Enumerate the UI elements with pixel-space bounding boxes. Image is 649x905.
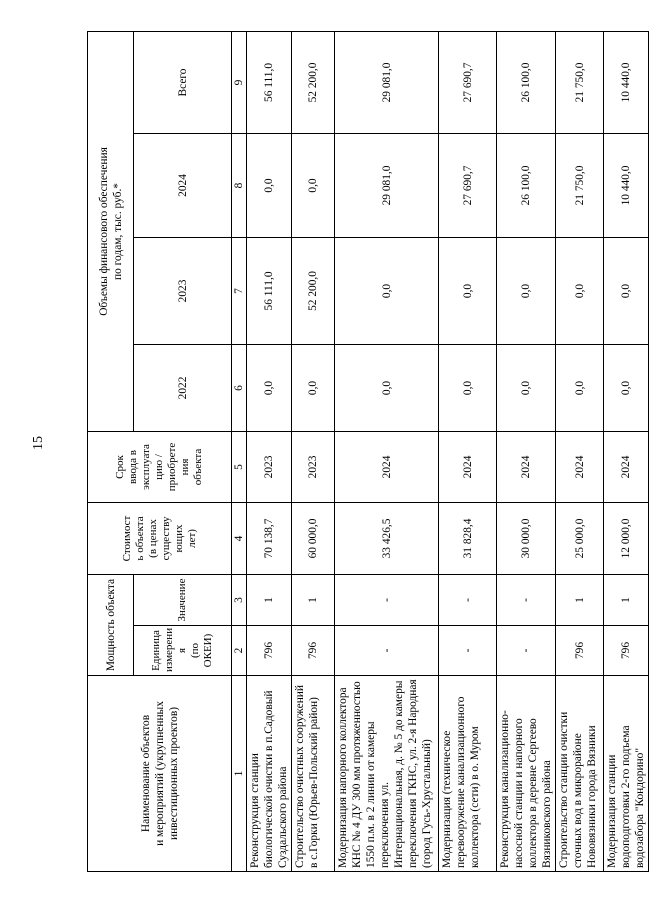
row-unit: -	[497, 626, 556, 676]
column-number: 4	[232, 502, 247, 574]
row-2024: 10 440,0	[604, 133, 649, 237]
row-2023: 56 111,0	[247, 237, 292, 344]
row-total: 21 750,0	[556, 31, 604, 133]
row-total: 10 440,0	[604, 31, 649, 133]
row-2024: 26 100,0	[497, 133, 556, 237]
row-value: -	[439, 574, 497, 625]
row-year: 2023	[247, 431, 292, 502]
row-year: 2023	[292, 431, 335, 502]
column-number: 3	[232, 574, 247, 625]
row-cost: 12 000,0	[604, 502, 649, 574]
row-2022: 0,0	[335, 344, 439, 431]
table-row	[604, 31, 649, 871]
table-row	[556, 31, 604, 871]
row-2024: 0,0	[292, 133, 335, 237]
row-year: 2024	[439, 431, 497, 502]
row-year: 2024	[497, 431, 556, 502]
row-name: Реконструкция канализационно-насосной станции и напорного коллектора в деревне Сергеево Вязниковского района	[497, 676, 556, 872]
row-total: 56 111,0	[247, 31, 292, 133]
row-2024: 0,0	[247, 133, 292, 237]
row-cost: 70 138,7	[247, 502, 292, 574]
row-2022: 0,0	[556, 344, 604, 431]
header-year-2024: 2024	[134, 133, 232, 237]
row-name: Модернизация (техническое перевооружение канализационного коллектора (сети) в о. Муром	[439, 676, 497, 872]
table-row	[247, 31, 292, 871]
row-name: Реконструкция станции биологической очистки в п.Садовый Суздальского района	[247, 676, 292, 872]
table-row	[292, 31, 335, 871]
row-2024: 29 081,0	[335, 133, 439, 237]
row-name: Модернизация станции водоподготовки 2-го подъема водозабора "Кондорино"	[604, 676, 649, 872]
table-row	[439, 31, 497, 871]
row-cost: 60 000,0	[292, 502, 335, 574]
row-2022: 0,0	[247, 344, 292, 431]
row-2023: 0,0	[604, 237, 649, 344]
header-capacity: Мощность объекта	[88, 574, 134, 675]
row-total: 52 200,0	[292, 31, 335, 133]
row-year: 2024	[556, 431, 604, 502]
row-name: Модернизация напорного коллектора КНС № 4 ДУ 300 мм протяженностью 1550 п.м. в 2 линии от камеры переключения ул. Интернациональная, д. № 5 до камеры переключения ГКНС, ул. 2-я Народная (город Гусь-Хрустальный)	[335, 676, 439, 872]
header-total: Всего	[134, 31, 232, 133]
investment-table	[87, 31, 649, 872]
row-cost: 30 000,0	[497, 502, 556, 574]
row-2023: 0,0	[497, 237, 556, 344]
row-unit: 796	[556, 626, 604, 676]
header-name: Наименование объектов и мероприятий (укрупненных инвестиционных проектов)	[88, 676, 232, 872]
column-number: 8	[232, 133, 247, 237]
row-total: 27 690,7	[439, 31, 497, 133]
header-cost: Стоимост ь объекта (в ценах существу ющих лет)	[88, 502, 232, 574]
column-number: 9	[232, 31, 247, 133]
row-cost: 33 426,5	[335, 502, 439, 574]
column-number: 6	[232, 344, 247, 431]
row-total: 26 100,0	[497, 31, 556, 133]
row-unit: 796	[247, 626, 292, 676]
row-2022: 0,0	[292, 344, 335, 431]
page-number: 15	[31, 436, 46, 450]
row-unit: -	[335, 626, 439, 676]
row-2023: 0,0	[556, 237, 604, 344]
row-2023: 52 200,0	[292, 237, 335, 344]
row-year: 2024	[335, 431, 439, 502]
header-value: Значение	[134, 574, 232, 625]
row-unit: 796	[292, 626, 335, 676]
column-number: 7	[232, 237, 247, 344]
row-unit: -	[439, 626, 497, 676]
row-value: 1	[604, 574, 649, 625]
header-funding: Объемы финансового обеспечения по годам, тыс. руб.*	[88, 31, 134, 431]
row-total: 29 081,0	[335, 31, 439, 133]
row-name: Строительство очистных сооружений в с.Горки (Юрьев-Польский район)	[292, 676, 335, 872]
table-row	[497, 31, 556, 871]
rotated-page	[87, 32, 646, 872]
row-2023: 0,0	[335, 237, 439, 344]
column-number: 5	[232, 431, 247, 502]
header-unit: Единица измерени я (по ОКЕИ)	[134, 626, 232, 676]
row-name: Строительство станции очистки сточных вод в микрорайоне Нововязники города Вязники	[556, 676, 604, 872]
row-value: -	[335, 574, 439, 625]
row-value: 1	[247, 574, 292, 625]
column-number: 1	[232, 676, 247, 872]
row-value: 1	[292, 574, 335, 625]
header-year-2022: 2022	[134, 344, 232, 431]
row-2024: 27 690,7	[439, 133, 497, 237]
table-row	[335, 31, 439, 871]
row-cost: 25 000,0	[556, 502, 604, 574]
row-cost: 31 828,4	[439, 502, 497, 574]
row-unit: 796	[604, 626, 649, 676]
header-year-2023: 2023	[134, 237, 232, 344]
column-number: 2	[232, 626, 247, 676]
row-2022: 0,0	[497, 344, 556, 431]
row-2022: 0,0	[604, 344, 649, 431]
row-value: 1	[556, 574, 604, 625]
row-year: 2024	[604, 431, 649, 502]
row-2024: 21 750,0	[556, 133, 604, 237]
row-value: -	[497, 574, 556, 625]
row-2023: 0,0	[439, 237, 497, 344]
row-2022: 0,0	[439, 344, 497, 431]
header-deadline: Срок ввода в эксплуата цию / приобрете ния объекта	[88, 431, 232, 502]
